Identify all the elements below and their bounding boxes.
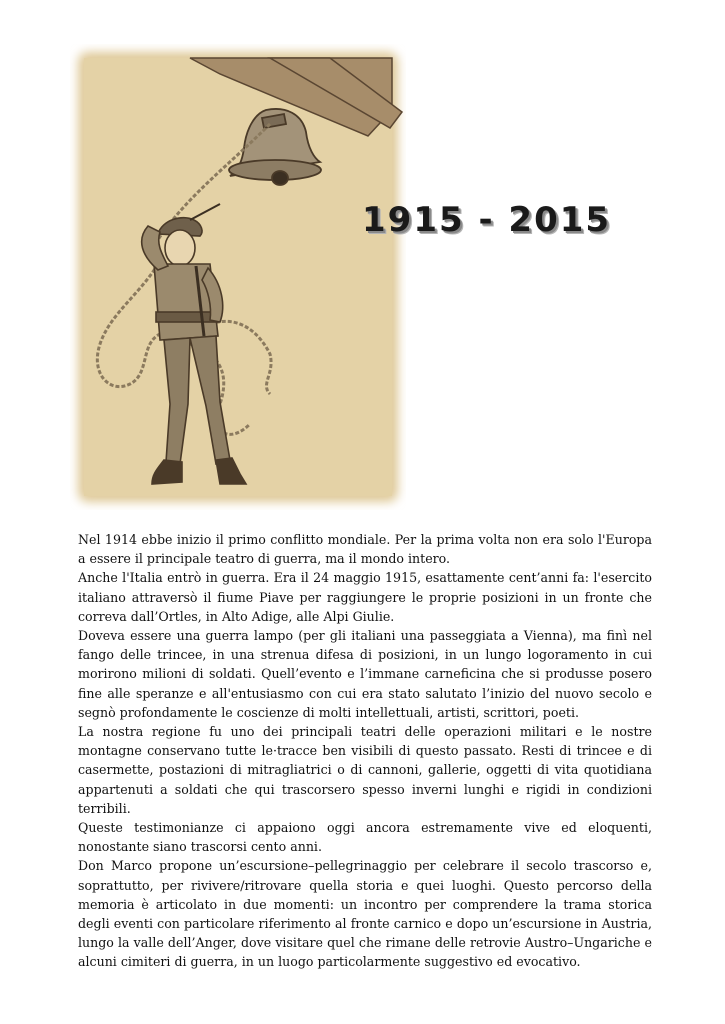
soldier-bell-illustration [70,44,406,510]
paragraph: Nel 1914 ebbe inizio il primo conflitto mondiale. Per la prima volta non era solo l'Europa a essere il principale teatro di guerra, ma il mondo intero. [78,532,652,567]
paragraph: La nostra regione fu uno dei principali teatri delle operazioni militari e le nostre montagne conservano tutte le·tracce ben visibili di questo passato. Resti di trincee e di casermette, postazioni di mitragliatrici o di cannoni, gallerie, oggetti di vita quotidiana appartenuti a soldati che qui trascorsero spesso inverni lunghi e rigidi in condizioni terribili. [78,724,652,816]
paragraph: Doveva essere una guerra lampo (per gli italiani una passeggiata a Vienna), ma finì nel fango delle trincee, in una strenua difesa di posizioni, in un lungo logoramento in cui morirono milioni di soldati. Quell’evento e l’immane carneficina che si produsse posero fine alle speranze e all'entusiasmo con cui era stato salutato l’inizio del nuovo secolo e segnò profondamente le coscienze di molti intellettuali, artisti, scrittori, poeti. [78,628,652,720]
paragraph: Queste testimonianze ci appaiono oggi ancora estremamente vive ed eloquenti, nonostante siano trascorsi cento anni. [78,820,652,855]
paragraph: Anche l'Italia entrò in guerra. Era il 24 maggio 1915, esattamente cent’anni fa: l'esercito italiano attraversò il fiume Piave per raggiungere le proprie posizioni in un fronte che correva dall’Ortles, in Alto Adige, alle Alpi Giulie. [78,570,652,624]
article-body [78,530,652,972]
page-title: 1915 - 2015 [362,200,612,240]
paragraph: Don Marco propone un’escursione–pellegrinaggio per celebrare il secolo trascorso e, soprattutto, per rivivere/ritrovare quella storia e quei luoghi. Questo percorso della memoria è articolato in due momenti: un incontro per comprendere la trama storica degli eventi con particolare riferimento al fronte carnico e dopo un’escursione in Austria, lungo la valle dell’Anger, dove visitare quel che rimane delle retrovie Austro–Ungariche e alcuni cimiteri di guerra, in un luogo particolarmente suggestivo ed evocativo. [78,858,652,970]
